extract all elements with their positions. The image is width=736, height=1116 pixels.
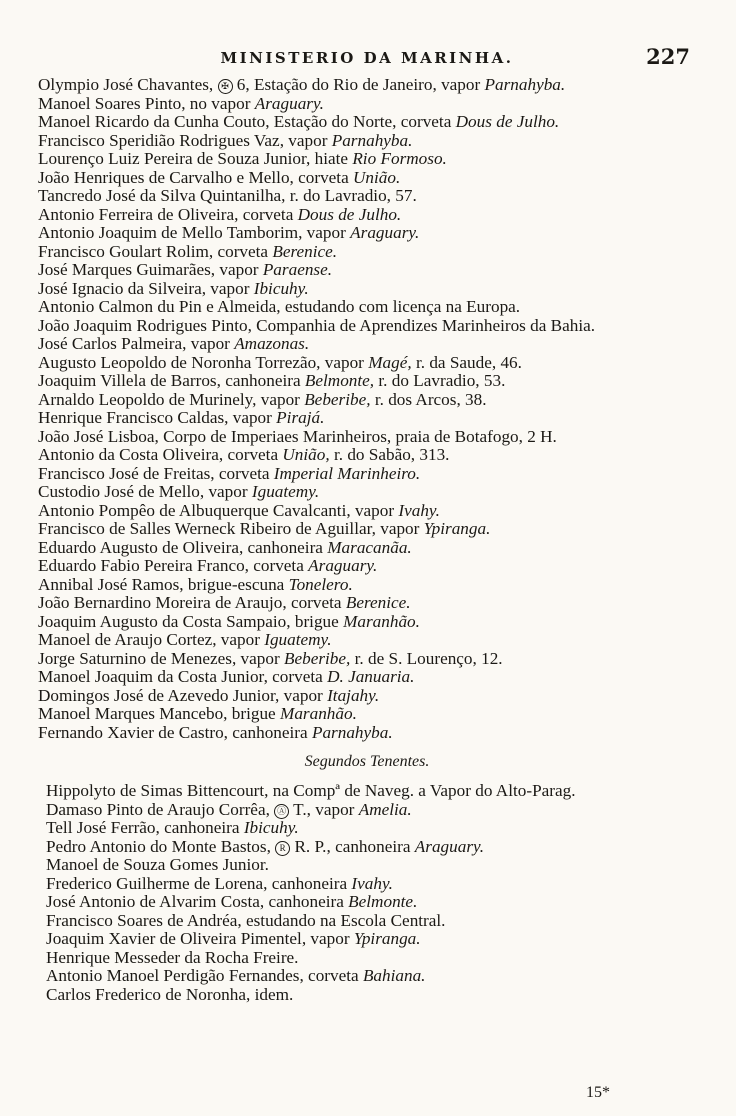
entry-text: Frederico Guilherme de Lorena, canhoneira <box>46 873 352 893</box>
entry-text: Fernando Xavier de Castro, canhoneira <box>38 722 312 742</box>
list-item <box>38 409 696 428</box>
list-item <box>46 930 696 949</box>
entry-text: Henrique Francisco Caldas, vapor <box>38 408 277 427</box>
list-item <box>38 557 696 576</box>
entry-text: João Joaquim Rodrigues Pinto, Companhia de Aprendizes Marinheiros da Bahia. <box>38 315 596 335</box>
entry-text: Antonio Ferreira de Oliveira, corveta <box>38 204 298 224</box>
ship-name: Araguary. <box>308 556 378 575</box>
list-item <box>38 539 696 558</box>
list-item <box>38 576 696 595</box>
list-item <box>46 782 696 801</box>
list-item <box>38 594 696 613</box>
ship-name: Beberibe, <box>283 648 351 668</box>
page-number: 227 <box>646 44 690 69</box>
ship-name: Ivahy. <box>351 873 393 893</box>
ship-name: Dous de Julho. <box>455 112 560 131</box>
entry-text: Manoel Ricardo da Cunha Couto, Estação do Norte, corveta <box>38 112 456 131</box>
entry-text: Lourenço Luiz Pereira de Souza Junior, hiate <box>38 149 353 168</box>
ship-name: Berenice. <box>345 593 411 612</box>
entry-text: Pedro Antonio do Monte Bastos, <box>46 836 276 856</box>
ship-name: Parnahyba. <box>331 130 413 150</box>
entry-text: Antonio Joaquim de Mello Tamborim, vapor <box>38 223 351 242</box>
list-item <box>38 317 696 336</box>
entry-text: Antonio Calmon du Pin e Almeida, estudando com licença na Europa. <box>38 297 521 316</box>
entry-text: Antonio Manoel Perdigão Fernandes, corveta <box>46 966 363 985</box>
list-item <box>38 613 696 632</box>
ship-name: Bahiana. <box>362 966 426 985</box>
entry-text: Eduardo Fabio Pereira Franco, corveta <box>38 556 309 575</box>
ship-name: Rio Formoso. <box>352 149 447 168</box>
list-item <box>46 856 696 875</box>
list-item <box>38 243 696 262</box>
entry-text: João Henriques de Carvalho e Mello, corveta <box>38 167 353 187</box>
list-item <box>38 261 696 280</box>
list-item <box>38 668 696 687</box>
entry-text-continued: R. P., canhoneira <box>290 836 415 856</box>
ship-name: Belmonte, <box>304 371 375 390</box>
ship-name: Maranhão. <box>280 704 357 723</box>
ship-name: Beberibe, <box>304 389 371 409</box>
list-item <box>46 801 696 820</box>
entry-text: José Ignacio da Silveira, vapor <box>38 278 254 298</box>
order-insignia-icon: Ⓐ <box>274 804 289 819</box>
entry-text: Manoel Marques Mancebo, brigue <box>38 704 280 723</box>
entry-text: Antonio da Costa Oliveira, corveta <box>38 445 283 464</box>
list-item <box>38 724 696 743</box>
entry-text: Eduardo Augusto de Oliveira, canhoneira <box>38 537 328 557</box>
list-item <box>38 687 696 706</box>
entry-text: João José Lisboa, Corpo de Imperiaes Marinheiros, praia de Botafogo, 2 H. <box>38 426 557 446</box>
entry-text: José Marques Guimarães, vapor <box>38 260 263 279</box>
entry-text: Domingos José de Azevedo Junior, vapor <box>38 685 328 705</box>
entry-text: Jorge Saturnino de Menezes, vapor <box>38 648 284 668</box>
order-insignia-icon: ✠ <box>218 79 233 94</box>
entry-text: Joaquim Xavier de Oliveira Pimentel, vapor <box>46 929 354 948</box>
entry-address: r. de S. Lourenço, 12. <box>350 648 503 668</box>
list-item <box>38 224 696 243</box>
ship-name: Tonelero. <box>288 574 353 594</box>
entry-text: Antonio Pompêo de Albuquerque Cavalcanti, vapor <box>38 500 399 520</box>
entry-text: Henrique Messeder da Rocha Freire. <box>46 947 299 967</box>
ship-name: Amelia. <box>358 799 412 819</box>
entry-text: Joaquim Villela de Barros, canhoneira <box>38 371 305 390</box>
list-item <box>38 483 696 502</box>
list-item <box>38 705 696 724</box>
list-item <box>38 206 696 225</box>
list-item <box>38 335 696 354</box>
list-item <box>46 986 696 1005</box>
ship-name: Amazonas. <box>234 334 310 353</box>
entry-text: Joaquim Augusto da Costa Sampaio, brigue <box>38 611 344 631</box>
list-item <box>46 819 696 838</box>
list-item <box>38 372 696 391</box>
entry-text: Annibal José Ramos, brigue-escuna <box>38 574 289 594</box>
list-item <box>38 631 696 650</box>
ship-name: Pirajá. <box>276 408 325 427</box>
list-item <box>38 113 696 132</box>
officer-list-first <box>38 76 696 742</box>
list-item <box>38 650 696 669</box>
ship-name: Paraense. <box>262 260 333 279</box>
list-item <box>38 76 696 95</box>
entry-text-continued: T., vapor <box>289 799 359 819</box>
entry-text: Damaso Pinto de Araujo Corrêa, <box>46 799 275 819</box>
list-item <box>38 169 696 188</box>
list-item <box>46 912 696 931</box>
list-item <box>38 354 696 373</box>
entry-address: r. da Saude, 46. <box>411 352 522 372</box>
list-item <box>38 520 696 539</box>
ship-name: Araguary. <box>414 836 484 856</box>
ship-name: Parnahyba. <box>311 722 393 742</box>
entry-text: João Bernardino Moreira de Araujo, corveta <box>38 593 346 612</box>
list-item <box>38 280 696 299</box>
entry-text: Francisco Speridião Rodrigues Vaz, vapor <box>38 130 332 150</box>
list-item <box>46 838 696 857</box>
ship-name: Parnahyba. <box>484 75 566 94</box>
entry-text: José Carlos Palmeira, vapor <box>38 334 235 353</box>
entry-text: Francisco Goulart Rolim, corveta <box>38 241 273 261</box>
entry-address: r. do Lavradio, 53. <box>374 371 506 390</box>
ship-name: Berenice. <box>272 241 338 261</box>
ship-name: Maracanãa. <box>327 537 412 557</box>
entry-text-continued: 6, Estação do Rio de Janeiro, vapor <box>232 75 485 94</box>
officer-list-segundos-tenentes <box>38 782 696 1004</box>
entry-text: Augusto Leopoldo de Noronha Torrezão, vapor <box>38 352 369 372</box>
list-item <box>38 95 696 114</box>
entry-text: Arnaldo Leopoldo de Murinely, vapor <box>38 389 305 409</box>
entry-text: Olympio José Chavantes, <box>38 75 218 94</box>
section-title-segundos-tenentes: Segundos Tenentes. <box>304 753 430 770</box>
ship-name: Araguary. <box>350 223 420 242</box>
entry-text: Manoel Soares Pinto, no vapor <box>38 93 255 113</box>
page-header <box>38 40 696 76</box>
entry-text: Francisco José de Freitas, corveta <box>38 463 274 483</box>
ship-name: Belmonte. <box>348 892 418 911</box>
list-item <box>38 446 696 465</box>
list-item <box>46 893 696 912</box>
ship-name: D. Januaria. <box>327 667 415 686</box>
ship-name: Ivahy. <box>398 500 440 520</box>
list-item <box>38 150 696 169</box>
list-item <box>46 875 696 894</box>
entry-text: Francisco de Salles Werneck Ribeiro de Aguillar, vapor <box>38 519 424 538</box>
ship-name: Ypiranga. <box>423 519 491 538</box>
list-item <box>38 132 696 151</box>
ship-name: Magé, <box>368 352 412 372</box>
entry-text: Francisco Soares de Andréa, estudando na Escola Central. <box>46 910 446 930</box>
ship-name: Ibicuhy. <box>253 278 309 298</box>
ship-name: União, <box>282 445 330 464</box>
ship-name: Iguatemy. <box>264 630 332 649</box>
ship-name: Dous de Julho. <box>297 204 402 224</box>
ship-name: Iguatemy. <box>251 482 320 501</box>
entry-text: Manoel Joaquim da Costa Junior, corveta <box>38 667 328 686</box>
order-insignia-icon: R <box>275 841 290 856</box>
entry-text: Custodio José de Mello, vapor <box>38 482 252 501</box>
entry-text: Tancredo José da Silva Quintanilha, r. do Lavradio, 57. <box>38 186 417 205</box>
entry-text: Tell José Ferrão, canhoneira <box>46 818 244 837</box>
list-item <box>38 187 696 206</box>
ship-name: Ypiranga. <box>353 929 421 948</box>
list-item <box>46 949 696 968</box>
list-item <box>38 391 696 410</box>
running-title: MINISTERIO DA MARINHA. <box>220 49 514 67</box>
entry-text: Manoel de Araujo Cortez, vapor <box>38 630 265 649</box>
list-item <box>38 298 696 317</box>
entry-text: José Antonio de Alvarim Costa, canhoneira <box>46 892 349 911</box>
ship-name: Ibicuhy. <box>243 818 299 837</box>
printer-signature-mark: 15* <box>586 1084 610 1101</box>
ship-name: Araguary. <box>254 93 324 113</box>
ship-name: Itajahy. <box>327 685 380 705</box>
list-item <box>38 465 696 484</box>
ship-name: Maranhão. <box>343 611 420 631</box>
ship-name: Imperial Marinheiro. <box>273 463 421 483</box>
list-item <box>38 428 696 447</box>
list-item <box>38 502 696 521</box>
list-item <box>46 967 696 986</box>
entry-address: r. dos Arcos, 38. <box>370 389 487 409</box>
entry-address: r. do Sabão, 313. <box>329 445 450 464</box>
ship-name: União. <box>353 167 401 187</box>
entry-text: Carlos Frederico de Noronha, idem. <box>46 984 294 1004</box>
entry-text: Hippolyto de Simas Bittencourt, na Compª de Naveg. a Vapor do Alto-Parag. <box>46 781 576 800</box>
entry-text: Manoel de Souza Gomes Junior. <box>46 855 269 874</box>
